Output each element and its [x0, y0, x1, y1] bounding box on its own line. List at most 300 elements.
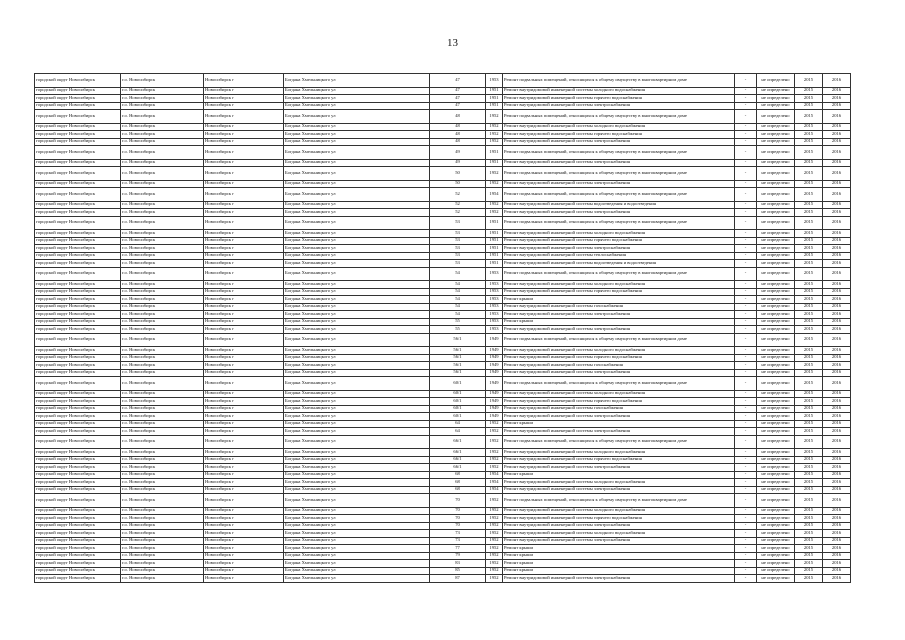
- work-type-cell: Ремонт внутридомовой инженерной системы электроснабжения: [503, 575, 735, 583]
- volume-cell: -: [735, 167, 757, 181]
- start-year-cell: 2015: [795, 209, 823, 217]
- end-year-cell: 2016: [823, 74, 851, 88]
- cost-cell: не определено: [757, 123, 795, 131]
- start-year-cell: 2015: [795, 405, 823, 413]
- house-number-cell: 60/1: [430, 413, 486, 421]
- start-year-cell: 2015: [795, 456, 823, 464]
- cost-cell: не определено: [757, 420, 795, 428]
- end-year-cell: 2016: [823, 545, 851, 553]
- cost-cell: не определено: [757, 413, 795, 421]
- municipality-cell: городской округ Новосибирск: [35, 267, 121, 281]
- house-number-cell: 70: [430, 522, 486, 530]
- house-number-cell: 56/1: [430, 362, 486, 370]
- table-row: [35, 456, 851, 464]
- settlement-cell: г.о. Новосибирск: [121, 296, 204, 304]
- work-type-cell: Ремонт внутридомовой инженерной системы горячего водоснабжения: [503, 288, 735, 296]
- volume-cell: -: [735, 303, 757, 311]
- house-number-cell: 53: [430, 216, 486, 230]
- cost-cell: не определено: [757, 471, 795, 479]
- house-number-cell: 50: [430, 167, 486, 181]
- municipality-cell: городской округ Новосибирск: [35, 398, 121, 406]
- street-cell: Богдана Хмельницкого ул: [284, 303, 430, 311]
- locality-cell: Новосибирск г: [204, 209, 284, 217]
- end-year-cell: 2016: [823, 102, 851, 110]
- cost-cell: не определено: [757, 560, 795, 568]
- work-type-cell: Ремонт подвальных помещений, относящихся к общему имуществу в многоквартирном доме: [503, 267, 735, 281]
- cost-cell: не определено: [757, 552, 795, 560]
- settlement-cell: г.о. Новосибирск: [121, 318, 204, 326]
- start-year-cell: 2015: [795, 552, 823, 560]
- table-row: [35, 390, 851, 398]
- street-cell: Богдана Хмельницкого ул: [284, 74, 430, 88]
- volume-cell: -: [735, 435, 757, 449]
- settlement-cell: г.о. Новосибирск: [121, 87, 204, 95]
- volume-cell: -: [735, 201, 757, 209]
- work-type-cell: Ремонт внутридомовой инженерной системы электроснабжения: [503, 311, 735, 319]
- table-row: [35, 435, 851, 449]
- start-year-cell: 2015: [795, 479, 823, 487]
- municipality-cell: городской округ Новосибирск: [35, 456, 121, 464]
- year-built-cell: 1953: [486, 267, 503, 281]
- work-type-cell: Ремонт подвальных помещений, относящихся к общему имуществу в многоквартирном доме: [503, 74, 735, 88]
- table-row: [35, 216, 851, 230]
- start-year-cell: 2015: [795, 95, 823, 103]
- municipality-cell: городской округ Новосибирск: [35, 288, 121, 296]
- house-number-cell: 54: [430, 288, 486, 296]
- settlement-cell: г.о. Новосибирск: [121, 237, 204, 245]
- house-number-cell: 70: [430, 515, 486, 523]
- start-year-cell: 2015: [795, 87, 823, 95]
- end-year-cell: 2016: [823, 530, 851, 538]
- table-row: [35, 267, 851, 281]
- municipality-cell: городской округ Новосибирск: [35, 333, 121, 347]
- volume-cell: -: [735, 95, 757, 103]
- start-year-cell: 2015: [795, 318, 823, 326]
- house-number-cell: 68: [430, 486, 486, 494]
- end-year-cell: 2016: [823, 180, 851, 188]
- table-row: [35, 560, 851, 568]
- year-built-cell: 1952: [486, 537, 503, 545]
- end-year-cell: 2016: [823, 449, 851, 457]
- end-year-cell: 2016: [823, 296, 851, 304]
- table-row: [35, 146, 851, 160]
- start-year-cell: 2015: [795, 74, 823, 88]
- municipality-cell: городской округ Новосибирск: [35, 146, 121, 160]
- settlement-cell: г.о. Новосибирск: [121, 167, 204, 181]
- municipality-cell: городской округ Новосибирск: [35, 311, 121, 319]
- locality-cell: Новосибирск г: [204, 390, 284, 398]
- table-row: [35, 428, 851, 436]
- street-cell: Богдана Хмельницкого ул: [284, 159, 430, 167]
- end-year-cell: 2016: [823, 281, 851, 289]
- work-type-cell: Ремонт внутридомовой инженерной системы электроснабжения: [503, 245, 735, 253]
- work-type-cell: Ремонт внутридомовой инженерной системы холодного водоснабжения: [503, 281, 735, 289]
- street-cell: Богдана Хмельницкого ул: [284, 456, 430, 464]
- table-row: [35, 486, 851, 494]
- volume-cell: -: [735, 398, 757, 406]
- locality-cell: Новосибирск г: [204, 398, 284, 406]
- end-year-cell: 2016: [823, 326, 851, 334]
- cost-cell: не определено: [757, 267, 795, 281]
- settlement-cell: г.о. Новосибирск: [121, 188, 204, 202]
- work-type-cell: Ремонт внутридомовой инженерной системы холодного водоснабжения: [503, 123, 735, 131]
- locality-cell: Новосибирск г: [204, 237, 284, 245]
- table-row: [35, 537, 851, 545]
- house-number-cell: 55: [430, 318, 486, 326]
- start-year-cell: 2015: [795, 303, 823, 311]
- table-row: [35, 449, 851, 457]
- street-cell: Богдана Хмельницкого ул: [284, 260, 430, 268]
- municipality-cell: городской округ Новосибирск: [35, 347, 121, 355]
- end-year-cell: 2016: [823, 515, 851, 523]
- table-row: [35, 110, 851, 124]
- locality-cell: Новосибирск г: [204, 377, 284, 391]
- cost-cell: не определено: [757, 567, 795, 575]
- locality-cell: Новосибирск г: [204, 545, 284, 553]
- street-cell: Богдана Хмельницкого ул: [284, 95, 430, 103]
- year-built-cell: 1949: [486, 398, 503, 406]
- locality-cell: Новосибирск г: [204, 180, 284, 188]
- locality-cell: Новосибирск г: [204, 494, 284, 508]
- work-type-cell: Ремонт внутридомовой инженерной системы горячего водоснабжения: [503, 131, 735, 139]
- work-type-cell: Ремонт подвальных помещений, относящихся к общему имуществу в многоквартирном доме: [503, 167, 735, 181]
- start-year-cell: 2015: [795, 167, 823, 181]
- cost-cell: не определено: [757, 354, 795, 362]
- start-year-cell: 2015: [795, 252, 823, 260]
- work-type-cell: Ремонт внутридомовой инженерной системы водоотведения и водоотведения: [503, 201, 735, 209]
- locality-cell: Новосибирск г: [204, 318, 284, 326]
- house-number-cell: 56/1: [430, 369, 486, 377]
- street-cell: Богдана Хмельницкого ул: [284, 377, 430, 391]
- table-row: [35, 362, 851, 370]
- table-row: [35, 252, 851, 260]
- start-year-cell: 2015: [795, 530, 823, 538]
- work-type-cell: Ремонт подвальных помещений, относящихся к общему имуществу в многоквартирном доме: [503, 333, 735, 347]
- year-built-cell: 1954: [486, 188, 503, 202]
- start-year-cell: 2015: [795, 545, 823, 553]
- cost-cell: не определено: [757, 545, 795, 553]
- work-type-cell: Ремонт внутридомовой инженерной системы горячего водоснабжения: [503, 515, 735, 523]
- municipality-cell: городской округ Новосибирск: [35, 95, 121, 103]
- settlement-cell: г.о. Новосибирск: [121, 552, 204, 560]
- work-type-cell: Ремонт крыши: [503, 567, 735, 575]
- house-number-cell: 52: [430, 209, 486, 217]
- start-year-cell: 2015: [795, 347, 823, 355]
- house-number-cell: 54: [430, 296, 486, 304]
- work-type-cell: Ремонт подвальных помещений, относящихся к общему имуществу в многоквартирном доме: [503, 188, 735, 202]
- house-number-cell: 47: [430, 74, 486, 88]
- work-type-cell: Ремонт внутридомовой инженерной системы холодного водоснабжения: [503, 479, 735, 487]
- cost-cell: не определено: [757, 377, 795, 391]
- cost-cell: не определено: [757, 159, 795, 167]
- house-number-cell: 54: [430, 267, 486, 281]
- end-year-cell: 2016: [823, 435, 851, 449]
- start-year-cell: 2015: [795, 159, 823, 167]
- house-number-cell: 70: [430, 507, 486, 515]
- locality-cell: Новосибирск г: [204, 311, 284, 319]
- work-type-cell: Ремонт крыши: [503, 318, 735, 326]
- work-type-cell: Ремонт внутридомовой инженерной системы холодного водоснабжения: [503, 390, 735, 398]
- work-type-cell: Ремонт крыши: [503, 471, 735, 479]
- work-type-cell: Ремонт внутридомовой инженерной системы холодного водоснабжения: [503, 87, 735, 95]
- locality-cell: Новосибирск г: [204, 260, 284, 268]
- volume-cell: -: [735, 110, 757, 124]
- locality-cell: Новосибирск г: [204, 303, 284, 311]
- house-number-cell: 48: [430, 131, 486, 139]
- year-built-cell: 1951: [486, 230, 503, 238]
- settlement-cell: г.о. Новосибирск: [121, 230, 204, 238]
- year-built-cell: 1953: [486, 281, 503, 289]
- cost-cell: не определено: [757, 435, 795, 449]
- locality-cell: Новосибирск г: [204, 486, 284, 494]
- table-row: [35, 180, 851, 188]
- settlement-cell: г.о. Новосибирск: [121, 435, 204, 449]
- settlement-cell: г.о. Новосибирск: [121, 449, 204, 457]
- end-year-cell: 2016: [823, 252, 851, 260]
- settlement-cell: г.о. Новосибирск: [121, 362, 204, 370]
- table-row: [35, 138, 851, 146]
- table-row: [35, 74, 851, 88]
- street-cell: Богдана Хмельницкого ул: [284, 311, 430, 319]
- house-number-cell: 64: [430, 420, 486, 428]
- year-built-cell: 1951: [486, 102, 503, 110]
- cost-cell: не определено: [757, 326, 795, 334]
- start-year-cell: 2015: [795, 471, 823, 479]
- year-built-cell: 1949: [486, 369, 503, 377]
- start-year-cell: 2015: [795, 180, 823, 188]
- start-year-cell: 2015: [795, 420, 823, 428]
- year-built-cell: 1952: [486, 138, 503, 146]
- settlement-cell: г.о. Новосибирск: [121, 110, 204, 124]
- street-cell: Богдана Хмельницкого ул: [284, 167, 430, 181]
- municipality-cell: городской округ Новосибирск: [35, 560, 121, 568]
- volume-cell: -: [735, 354, 757, 362]
- year-built-cell: 1952: [486, 428, 503, 436]
- street-cell: Богдана Хмельницкого ул: [284, 486, 430, 494]
- street-cell: Богдана Хмельницкого ул: [284, 209, 430, 217]
- settlement-cell: г.о. Новосибирск: [121, 522, 204, 530]
- year-built-cell: 1953: [486, 303, 503, 311]
- locality-cell: Новосибирск г: [204, 159, 284, 167]
- table-row: [35, 159, 851, 167]
- house-number-cell: 47: [430, 102, 486, 110]
- cost-cell: не определено: [757, 180, 795, 188]
- cost-cell: не определено: [757, 405, 795, 413]
- work-type-cell: Ремонт крыши: [503, 420, 735, 428]
- volume-cell: -: [735, 102, 757, 110]
- locality-cell: Новосибирск г: [204, 537, 284, 545]
- table-row: [35, 347, 851, 355]
- municipality-cell: городской округ Новосибирск: [35, 159, 121, 167]
- end-year-cell: 2016: [823, 131, 851, 139]
- cost-cell: не определено: [757, 303, 795, 311]
- street-cell: Богдана Хмельницкого ул: [284, 494, 430, 508]
- start-year-cell: 2015: [795, 131, 823, 139]
- work-type-cell: Ремонт внутридомовой инженерной системы электроснабжения: [503, 326, 735, 334]
- house-number-cell: 49: [430, 159, 486, 167]
- street-cell: Богдана Хмельницкого ул: [284, 530, 430, 538]
- street-cell: Богдана Хмельницкого ул: [284, 326, 430, 334]
- house-number-cell: 52: [430, 188, 486, 202]
- start-year-cell: 2015: [795, 464, 823, 472]
- municipality-cell: городской округ Новосибирск: [35, 530, 121, 538]
- end-year-cell: 2016: [823, 138, 851, 146]
- year-built-cell: 1951: [486, 216, 503, 230]
- street-cell: Богдана Хмельницкого ул: [284, 507, 430, 515]
- house-number-cell: 56/1: [430, 347, 486, 355]
- end-year-cell: 2016: [823, 377, 851, 391]
- cost-cell: не определено: [757, 507, 795, 515]
- locality-cell: Новосибирск г: [204, 530, 284, 538]
- work-type-cell: Ремонт крыши: [503, 545, 735, 553]
- house-number-cell: 66/1: [430, 464, 486, 472]
- table-row: [35, 507, 851, 515]
- municipality-cell: городской округ Новосибирск: [35, 545, 121, 553]
- municipality-cell: городской округ Новосибирск: [35, 180, 121, 188]
- municipality-cell: городской округ Новосибирск: [35, 552, 121, 560]
- cost-cell: не определено: [757, 95, 795, 103]
- end-year-cell: 2016: [823, 216, 851, 230]
- street-cell: Богдана Хмельницкого ул: [284, 428, 430, 436]
- start-year-cell: 2015: [795, 237, 823, 245]
- end-year-cell: 2016: [823, 333, 851, 347]
- municipality-cell: городской округ Новосибирск: [35, 507, 121, 515]
- settlement-cell: г.о. Новосибирск: [121, 180, 204, 188]
- table-row: [35, 102, 851, 110]
- settlement-cell: г.о. Новосибирск: [121, 74, 204, 88]
- locality-cell: Новосибирск г: [204, 267, 284, 281]
- end-year-cell: 2016: [823, 159, 851, 167]
- work-type-cell: Ремонт внутридомовой инженерной системы холодного водоснабжения: [503, 530, 735, 538]
- start-year-cell: 2015: [795, 428, 823, 436]
- end-year-cell: 2016: [823, 303, 851, 311]
- table-row: [35, 515, 851, 523]
- settlement-cell: г.о. Новосибирск: [121, 347, 204, 355]
- end-year-cell: 2016: [823, 413, 851, 421]
- street-cell: Богдана Хмельницкого ул: [284, 369, 430, 377]
- work-type-cell: Ремонт внутридомовой инженерной системы газоснабжения: [503, 405, 735, 413]
- end-year-cell: 2016: [823, 188, 851, 202]
- house-number-cell: 48: [430, 110, 486, 124]
- volume-cell: -: [735, 522, 757, 530]
- start-year-cell: 2015: [795, 333, 823, 347]
- cost-cell: не определено: [757, 216, 795, 230]
- volume-cell: -: [735, 347, 757, 355]
- municipality-cell: городской округ Новосибирск: [35, 377, 121, 391]
- house-number-cell: 73: [430, 530, 486, 538]
- end-year-cell: 2016: [823, 311, 851, 319]
- locality-cell: Новосибирск г: [204, 188, 284, 202]
- end-year-cell: 2016: [823, 390, 851, 398]
- start-year-cell: 2015: [795, 110, 823, 124]
- table-row: [35, 479, 851, 487]
- volume-cell: -: [735, 311, 757, 319]
- cost-cell: не определено: [757, 110, 795, 124]
- house-number-cell: 49: [430, 146, 486, 160]
- table-row: [35, 95, 851, 103]
- municipality-cell: городской округ Новосибирск: [35, 167, 121, 181]
- year-built-cell: 1952: [486, 201, 503, 209]
- house-number-cell: 53: [430, 237, 486, 245]
- end-year-cell: 2016: [823, 420, 851, 428]
- settlement-cell: г.о. Новосибирск: [121, 281, 204, 289]
- cost-cell: не определено: [757, 230, 795, 238]
- house-number-cell: 66/1: [430, 449, 486, 457]
- cost-cell: не определено: [757, 515, 795, 523]
- volume-cell: -: [735, 209, 757, 217]
- volume-cell: -: [735, 575, 757, 583]
- volume-cell: -: [735, 390, 757, 398]
- municipality-cell: городской округ Новосибирск: [35, 362, 121, 370]
- street-cell: Богдана Хмельницкого ул: [284, 515, 430, 523]
- house-number-cell: 60/1: [430, 398, 486, 406]
- street-cell: Богдана Хмельницкого ул: [284, 537, 430, 545]
- settlement-cell: г.о. Новосибирск: [121, 567, 204, 575]
- end-year-cell: 2016: [823, 347, 851, 355]
- locality-cell: Новосибирск г: [204, 296, 284, 304]
- locality-cell: Новосибирск г: [204, 405, 284, 413]
- table-row: [35, 281, 851, 289]
- work-type-cell: Ремонт внутридомовой инженерной системы газоснабжения: [503, 362, 735, 370]
- locality-cell: Новосибирск г: [204, 281, 284, 289]
- locality-cell: Новосибирск г: [204, 87, 284, 95]
- house-number-cell: 70: [430, 494, 486, 508]
- settlement-cell: г.о. Новосибирск: [121, 413, 204, 421]
- settlement-cell: г.о. Новосибирск: [121, 333, 204, 347]
- settlement-cell: г.о. Новосибирск: [121, 159, 204, 167]
- end-year-cell: 2016: [823, 494, 851, 508]
- street-cell: Богдана Хмельницкого ул: [284, 567, 430, 575]
- volume-cell: -: [735, 131, 757, 139]
- work-type-cell: Ремонт внутридомовой инженерной системы горячего водоснабжения: [503, 237, 735, 245]
- table-row: [35, 398, 851, 406]
- start-year-cell: 2015: [795, 575, 823, 583]
- municipality-cell: городской округ Новосибирск: [35, 237, 121, 245]
- settlement-cell: г.о. Новосибирск: [121, 131, 204, 139]
- table-row: [35, 413, 851, 421]
- locality-cell: Новосибирск г: [204, 552, 284, 560]
- settlement-cell: г.о. Новосибирск: [121, 479, 204, 487]
- table-row: [35, 288, 851, 296]
- end-year-cell: 2016: [823, 507, 851, 515]
- start-year-cell: 2015: [795, 362, 823, 370]
- work-type-cell: Ремонт внутридомовой инженерной системы газоснабжения: [503, 303, 735, 311]
- municipality-cell: городской округ Новосибирск: [35, 390, 121, 398]
- end-year-cell: 2016: [823, 288, 851, 296]
- table-row: [35, 167, 851, 181]
- locality-cell: Новосибирск г: [204, 146, 284, 160]
- cost-cell: не определено: [757, 311, 795, 319]
- work-type-cell: Ремонт подвальных помещений, относящихся к общему имуществу в многоквартирном доме: [503, 146, 735, 160]
- municipality-cell: городской округ Новосибирск: [35, 515, 121, 523]
- municipality-cell: городской округ Новосибирск: [35, 413, 121, 421]
- locality-cell: Новосибирск г: [204, 456, 284, 464]
- table-row: [35, 464, 851, 472]
- start-year-cell: 2015: [795, 537, 823, 545]
- volume-cell: -: [735, 245, 757, 253]
- end-year-cell: 2016: [823, 522, 851, 530]
- locality-cell: Новосибирск г: [204, 507, 284, 515]
- year-built-cell: 1953: [486, 326, 503, 334]
- volume-cell: -: [735, 377, 757, 391]
- locality-cell: Новосибирск г: [204, 167, 284, 181]
- table-row: [35, 201, 851, 209]
- municipality-cell: городской округ Новосибирск: [35, 131, 121, 139]
- street-cell: Богдана Хмельницкого ул: [284, 449, 430, 457]
- street-cell: Богдана Хмельницкого ул: [284, 110, 430, 124]
- year-built-cell: 1952: [486, 167, 503, 181]
- start-year-cell: 2015: [795, 507, 823, 515]
